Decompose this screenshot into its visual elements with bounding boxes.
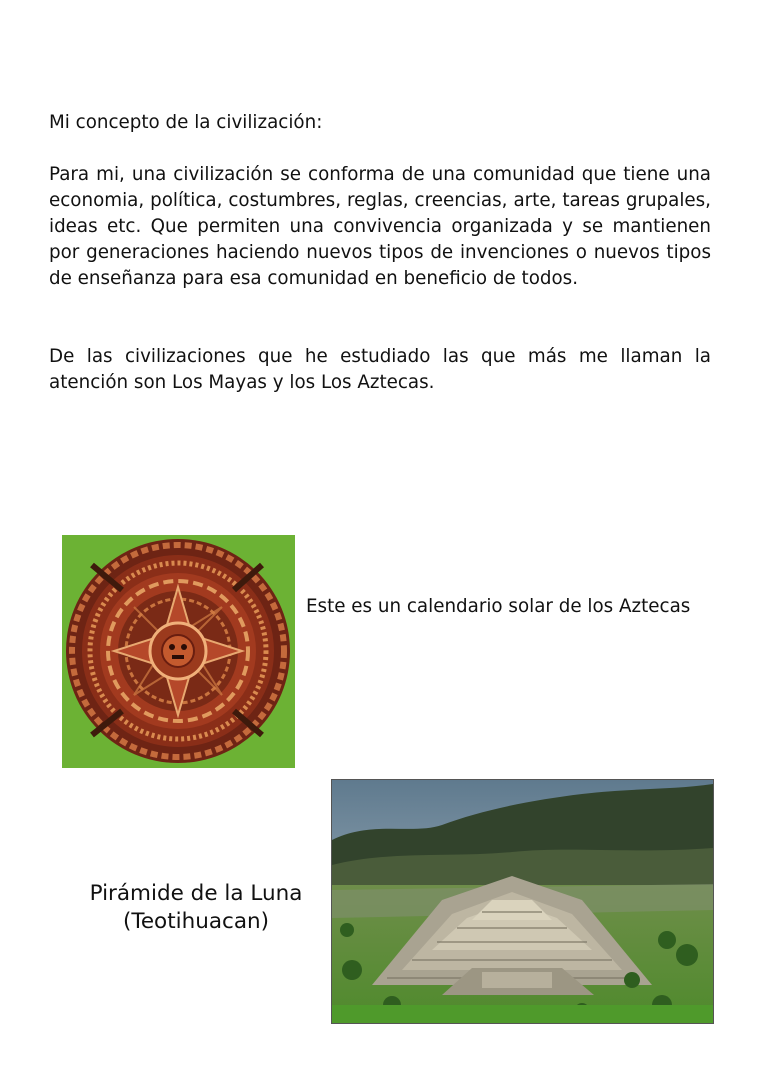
paragraph-favorite-civilizations: De las civilizaciones que he estudiado las que más me llaman la atención son Los Mayas y los Los Aztecas. bbox=[49, 346, 711, 393]
paragraph-civilization-concept: Para mi, una civilización se conforma de una comunidad que tiene una economia, política, costumbres, reglas, creencias, arte, tareas grupales, ideas etc. Que permiten una convivencia organizada y se mantienen por generaciones haciendo nuevos tipos de invenciones o nuevos tipos de enseñanza para esa comunidad en beneficio de todos. bbox=[49, 164, 711, 289]
pyramid-caption-line-2: (Teotihuacan) bbox=[122, 909, 270, 934]
aztec-sun-stone-illustration bbox=[62, 535, 295, 768]
document-heading: Mi concepto de la civilización: bbox=[49, 112, 323, 133]
pyramid-caption bbox=[66, 880, 326, 936]
pyramid-photo bbox=[331, 779, 714, 1024]
calendar-caption: Este es un calendario solar de los Aztecas bbox=[306, 596, 691, 617]
pyramid-caption-line-1: Pirámide de la Luna bbox=[89, 881, 303, 906]
aztec-calendar-image bbox=[62, 535, 295, 768]
pyramid-of-the-moon-illustration bbox=[332, 780, 713, 1023]
